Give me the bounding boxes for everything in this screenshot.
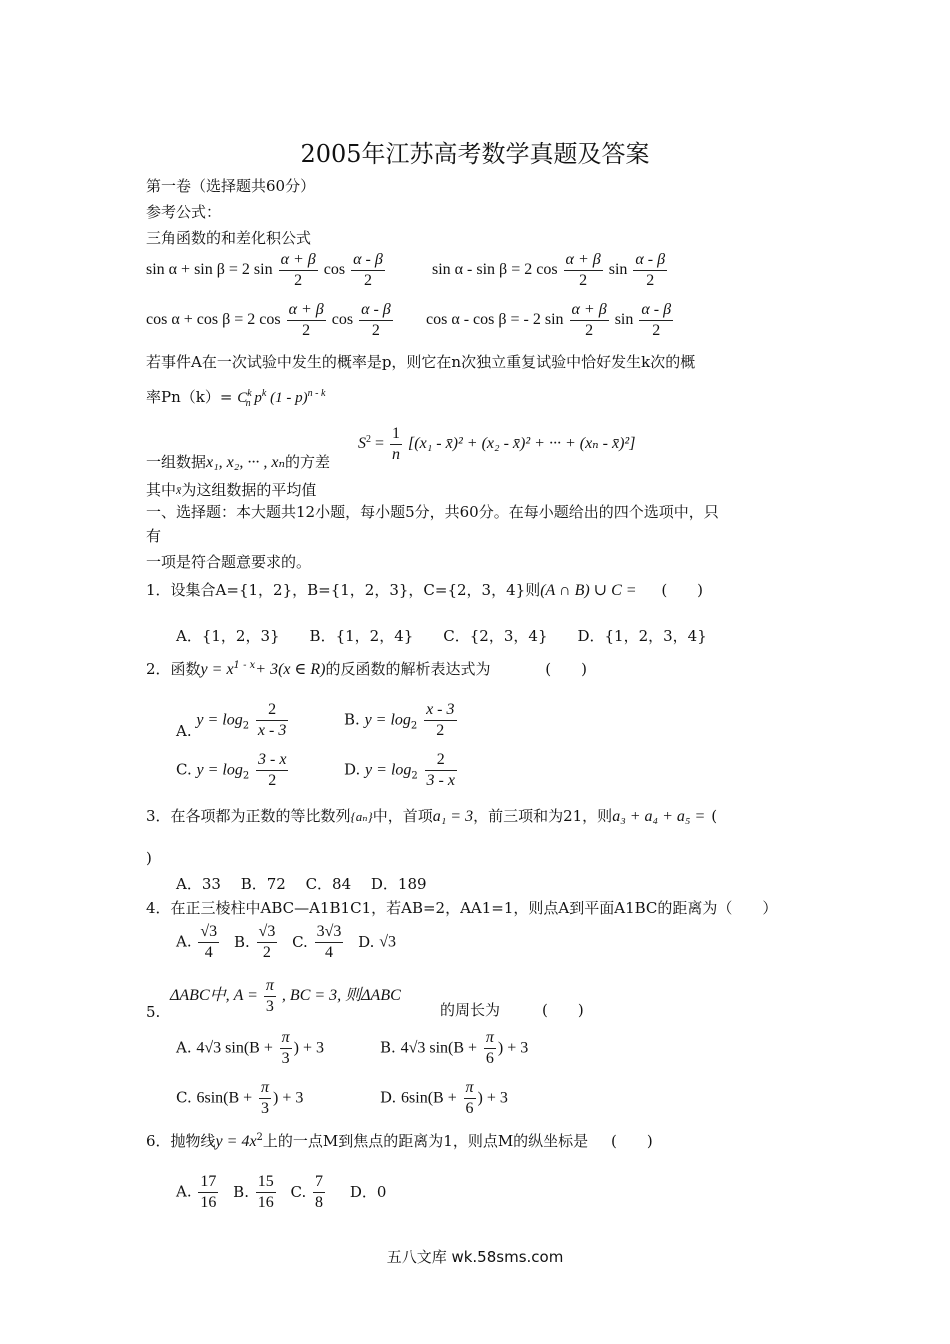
probability-text-2: 率$Pn(k)= C^k_n$ $p^k$ (1 - p)$^{n - k}$ [146,388,326,409]
question-5-text: 的周长为 ( ) [440,1001,584,1019]
question-5-number: 5. [146,1003,161,1021]
question-2-option-a: A. $y = \log_2$ $\frac{2}{x - 3}$ [176,701,287,740]
formula-sum-cos: cos α + cos β = 2 cos $\frac{\alpha + \beta}{2}$ cos $\frac{\alpha - \beta}{2}$ [146,301,391,339]
question-5-option-a: A. 4√3 sin(B + $\frac{\pi}{3}$ ) + 3 [176,1029,325,1067]
question-1-options: A．{1，2，3} B．{1，2，4} C．{2，3，4} D．{1，2，3，4} [176,627,707,645]
formula-diff-cos: cos α - cos β = - 2 sin $\frac{\alpha + \beta}{2}$ sin $\frac{\alpha - \beta}{2}$ [426,301,672,339]
trig-heading: 三角函数的和差化积公式 [146,229,312,247]
question-3-close: ) [146,849,152,867]
page-title: 2005年江苏高考数学真题及答案 [300,140,650,168]
question-1: 1．设集合A={1，2}，B={1，2，3}，C={2，3，4}则(A ∩ B) ∪ C = ( ) [146,581,704,599]
question-3: 3．在各项都为正数的等比数列{aₙ}中，首项a₁ = 3，前三项和为21，则a₃ + a₄ + a₅ = ( [146,807,718,825]
question-3-options: A．33 B．72 C．84 D．189 [176,875,427,893]
question-5-expression: ΔABC中, A = $\frac{\pi}{3}$ , BC = 3, 则ΔABC [170,977,401,1015]
question-5-option-c: C. 6sin(B + $\frac{\pi}{3}$ ) + 3 [176,1079,304,1117]
mean-text: 其中$^{x̄}$为这组数据的平均值 [146,481,317,499]
formula-diff-sin: sin α - sin β = 2 cos $\frac{\alpha + \beta}{2}$ sin $\frac{\alpha - \beta}{2}$ [432,251,666,289]
question-2: 2．函数$y = x^{1 - x}+ 3(x$ ∈ R)的反函数的解析表达式为 ( ) [146,660,587,678]
question-2-option-d: D. $y = \log_2$ $\frac{2}{3 - x}$ [344,751,455,789]
section-heading-3: 一项是符合题意要求的。 [146,553,312,571]
question-5-option-d: D. 6sin(B + $\frac{\pi}{6}$ ) + 3 [380,1079,508,1117]
question-6-options: A. $\frac{17}{16}$ B. $\frac{15}{16}$ C. $\frac{7}{8}$ D．0 [176,1173,387,1211]
formula-sum-sin: sin α + sin β = 2 sin $\frac{\alpha + \beta}{2}$ cos $\frac{\alpha - \beta}{2}$ [146,251,383,289]
question-5-option-b: B. 4√3 sin(B + $\frac{\pi}{6}$ ) + 3 [380,1029,529,1067]
variance-text: 一组数据x₁, x₂, ··· , xₙ的方差 [146,453,330,471]
question-4: 4．在正三棱柱中ABC—A1B1C1，若AB=2，AA1=1，则点A到平面A1BC的距离为（ ） [146,899,778,917]
question-2-option-c: C. $y = \log_2$ $\frac{3 - x}{2}$ [176,751,287,789]
variance-formula: $S^2$ = $\frac{1}{n}$ [(x₁ - x̄)² + (x₂ - x̄)² + ··· + (xₙ - x̄)²] [358,425,636,463]
question-6: 6．抛物线$y = 4x^2$上的一点M到焦点的距离为1，则点M的纵坐标是 ( ) [146,1132,653,1150]
footer-watermark[interactable]: 五八文库 wk.58sms.com [386,1248,564,1266]
reference-heading: 参考公式： [146,203,222,221]
section-heading-1: 一、选择题：本大题共12小题，每小题5分，共60分。在每小题给出的四个选项中，只 [146,503,719,521]
volume-heading: 第一卷（选择题共60分） [146,177,316,195]
probability-text-1: 若事件A在一次试验中发生的概率是p，则它在n次独立重复试验中恰好发生k次的概 [146,353,696,371]
question-2-option-b: B. $y = \log_2$ $\frac{x - 3}{2}$ [344,701,455,739]
question-4-options: A. $\frac{√3}{4}$ B. $\frac{√3}{2}$ C. $\frac{3√3}{4}$ D. √3 [176,923,396,961]
section-heading-2: 有 [146,527,162,545]
